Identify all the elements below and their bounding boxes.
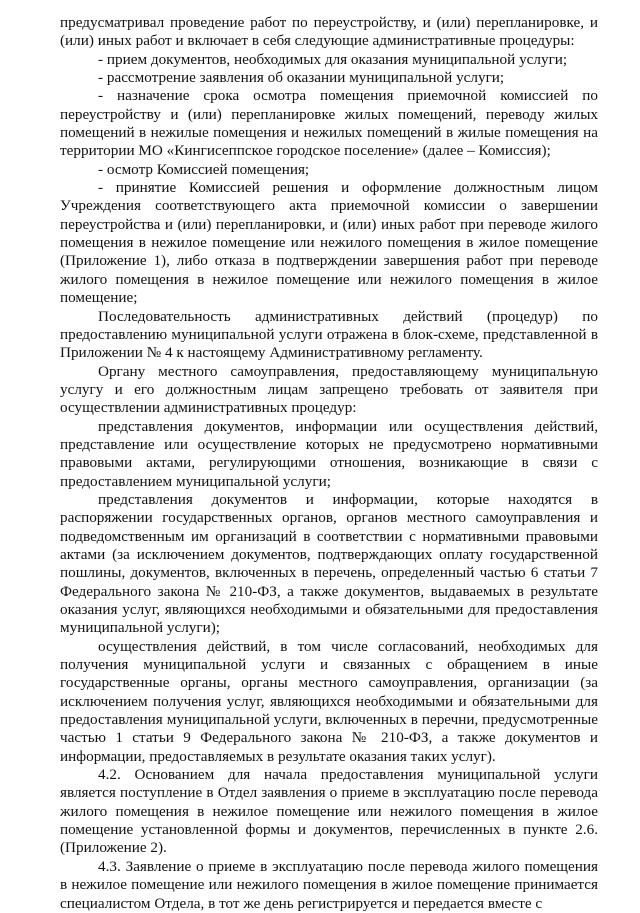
paragraph-procedures-intro: предусматривал проведение работ по переустройству, и (или) перепланировке, и (или) иных работ и включает в себя следующие административные процедуры:: [60, 14, 598, 50]
paragraph-sequence-flowchart: Последовательность административных действий (процедур) по предоставлению муниципальной услуги отражена в блок-схеме, представленной в Приложении № 4 к настоящему Административному регламенту.: [60, 307, 598, 362]
paragraph-prohibited-documents: представления документов, информации или осуществления действий, представление или осуществление которых не предусмотрено нормативными правовыми актами, регулирующими отношения, возникающие в связи с предоставлением муниципальной услуги;: [60, 417, 598, 490]
list-item-commission-inspection: - осмотр Комиссией помещения;: [98, 160, 310, 178]
paragraph-section-4-3: 4.3. Заявление о приеме в эксплуатацию после перевода жилого помещения в нежилое помещение или нежилого помещения в жилое помещение принимается специалистом Отдела, в тот же день регистрируется и передается вместе с: [60, 857, 598, 912]
paragraph-prohibited-information: представления документов и информации, которые находятся в распоряжении государственных органов, органов местного самоуправления и подведомственным им организаций в соответствии с нормативными правовыми актами (за исключением документов, подтверждающих оплату государственной пошлины, документов, включенных в перечень, определенный частью 6 статьи 7 Федерального закона № 210-ФЗ, а также документов, выдаваемых в результате оказания услуг, являющихся необходимыми и обязательными для предоставления муниципальной услуги);: [60, 490, 598, 637]
list-item-commission-decision: - принятие Комиссией решения и оформление должностным лицом Учреждения соответствующего акта приемочной комиссии о завершении переустройства и (или) перепланировки, и (или) иных работ при переводе жилого помещения в нежилое помещение или нежилого помещения в жилое помещение (Приложение 1), либо отказа в подтверждении завершения работ при переводе жилого помещения в нежилое помещение или нежилого помещения в жилое помещение;: [60, 179, 598, 307]
list-item-inspection-scheduling: - назначение срока осмотра помещения приемочной комиссией по переустройству и (или) перепланировке жилых помещений, переводу жилых помещений в нежилые помещения и нежилых помещений в жилые помещения на территории МО «Кингисеппское городское поселение» (далее – Комиссия);: [60, 87, 598, 160]
paragraph-prohibited-requirements: Органу местного самоуправления, предоставляющему муниципальную услугу и его должностным лицам запрещено требовать от заявителя при осуществлении административных процедур:: [60, 362, 598, 417]
document-page: [60, 14, 598, 913]
paragraph-prohibited-actions: осуществления действий, в том числе согласований, необходимых для получения муниципальной услуги и связанных с обращением в иные государственные органы, органы местного самоуправления, организации (за исключением получения услуг, являющихся необходимыми и обязательными для предоставления муниципальной услуги, включенных в перечни, предусмотренные частью 1 статьи 9 Федерального закона № 210-ФЗ, а также документов и информации, предоставляемых в результате оказания таких услуг).: [60, 637, 598, 765]
paragraph-section-4-2: 4.2. Основанием для начала предоставления муниципальной услуги является поступление в Отдел заявления о приеме в эксплуатацию после перевода жилого помещения в нежилое помещение или нежилого помещения в жилое помещение установленной формы и документов, перечисленных в пункте 2.6. (Приложение 2).: [60, 766, 598, 857]
list-item-application-review: - рассмотрение заявления об оказании муниципальной услуги;: [98, 69, 505, 87]
list-item-document-intake: - прием документов, необходимых для оказания муниципальной услуги;: [98, 50, 568, 68]
